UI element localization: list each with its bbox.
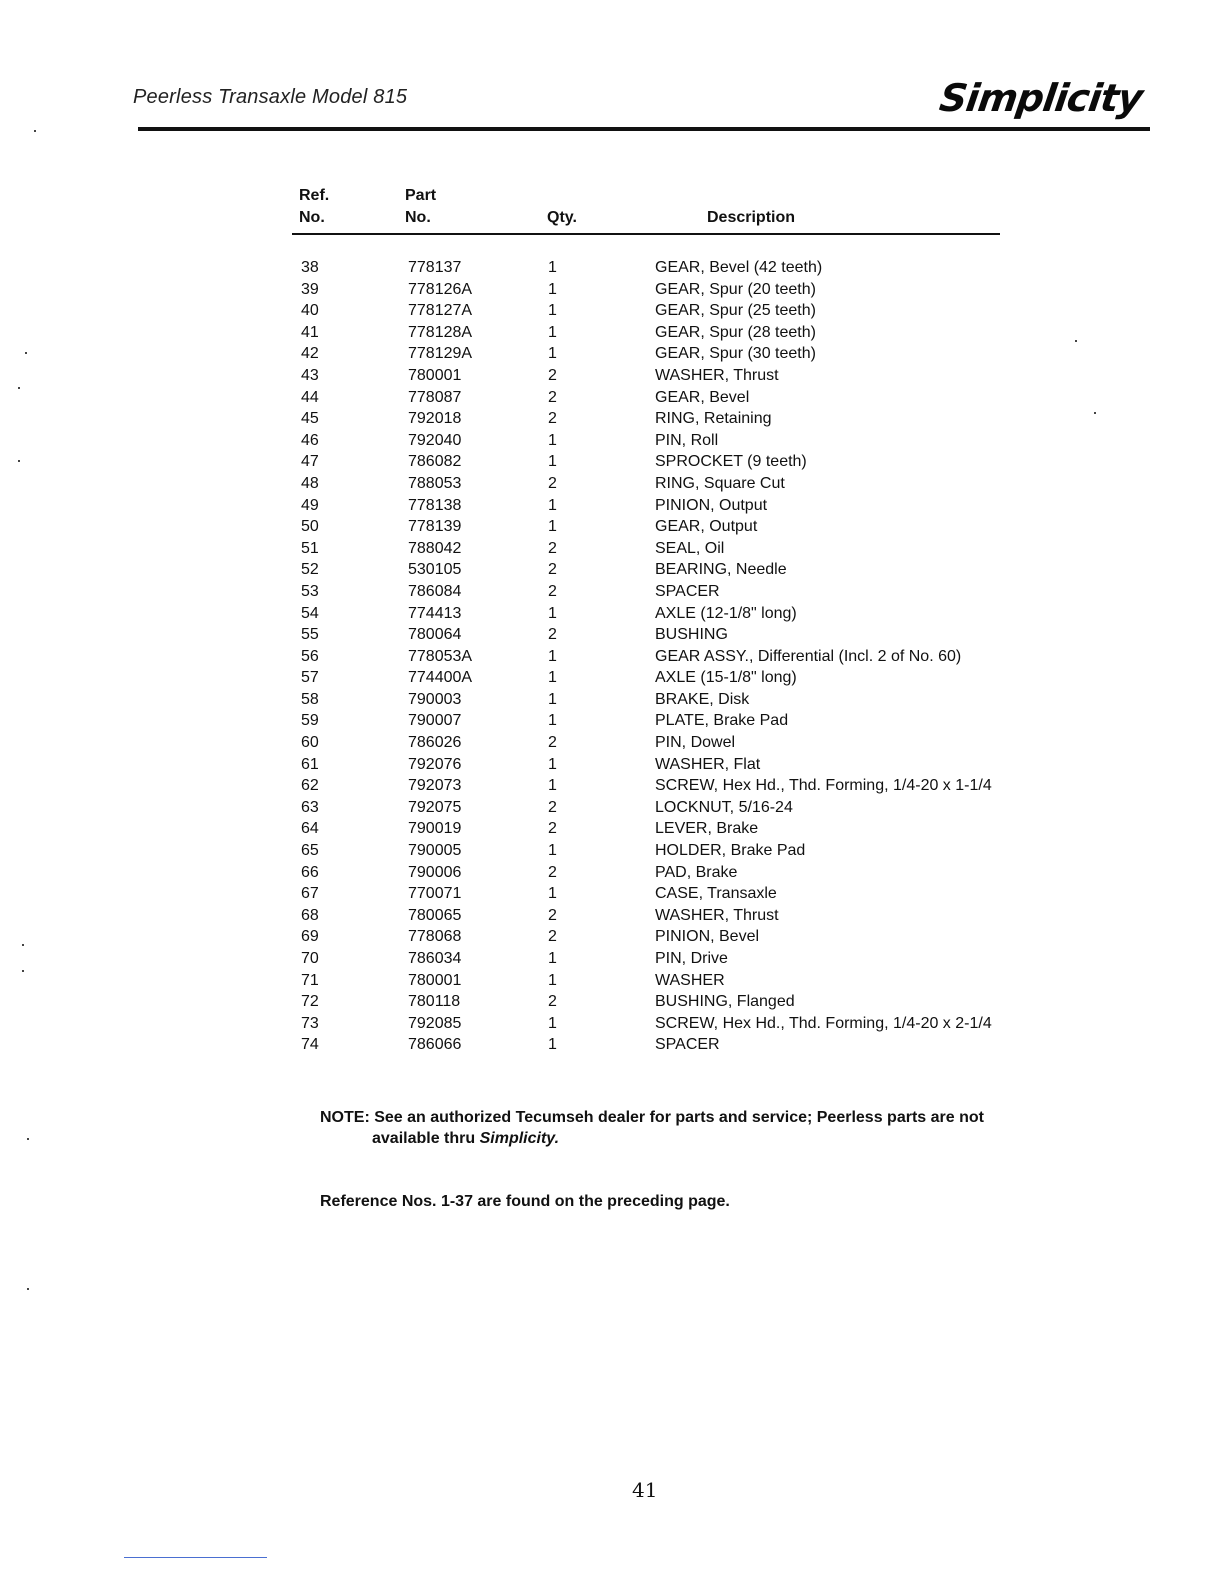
ref-number: 65 [301, 842, 319, 860]
description: BRAKE, Disk [655, 690, 750, 708]
note-text: See an authorized Tecumseh dealer for parts and service; Peerless parts are not [374, 1109, 984, 1126]
table-row [0, 473, 1224, 495]
description: WASHER [655, 971, 725, 989]
table-row [0, 408, 1224, 430]
description: GEAR ASSY., Differential (Incl. 2 of No. 60) [655, 647, 962, 665]
quantity: 2 [548, 993, 557, 1011]
table-row [0, 754, 1224, 776]
description: GEAR, Spur (28 teeth) [655, 323, 816, 341]
part-number: 790003 [408, 690, 462, 708]
description: SEAL, Oil [655, 539, 725, 557]
column-header-qty: Qty. [547, 209, 577, 226]
scan-speck [18, 387, 20, 389]
part-number: 790005 [408, 842, 462, 860]
column-header-ref-line2: No. [299, 209, 325, 226]
table-row [0, 365, 1224, 387]
table-row [0, 926, 1224, 948]
part-number: 786082 [408, 453, 462, 471]
quantity: 1 [548, 345, 557, 363]
table-row [0, 495, 1224, 517]
description: SCREW, Hex Hd., Thd. Forming, 1/4-20 x 1-1/4 [655, 777, 992, 795]
column-header-part-line1: Part [405, 187, 437, 204]
part-number: 792040 [408, 431, 462, 449]
part-number: 778087 [408, 388, 462, 406]
table-row [0, 257, 1224, 279]
part-number: 778126A [408, 280, 473, 298]
ref-number: 42 [301, 345, 319, 363]
description: GEAR, Bevel (42 teeth) [655, 259, 823, 276]
description: LEVER, Brake [655, 820, 759, 838]
scan-speck [1075, 340, 1077, 342]
description: PINION, Bevel [655, 928, 760, 946]
ref-number: 61 [301, 755, 319, 773]
description: PINION, Output [655, 496, 768, 514]
table-row [0, 430, 1224, 452]
table-row [0, 862, 1224, 884]
description: BUSHING, Flanged [655, 993, 795, 1011]
description: RING, Square Cut [655, 474, 785, 492]
ref-number: 51 [301, 539, 319, 557]
ref-number: 55 [301, 626, 319, 644]
quantity: 2 [548, 820, 557, 838]
description: PIN, Roll [655, 431, 719, 449]
ref-number: 48 [301, 474, 319, 492]
quantity: 1 [548, 690, 557, 708]
ref-number: 50 [301, 518, 319, 536]
part-number: 786026 [408, 734, 462, 752]
part-number: 778139 [408, 518, 462, 536]
table-row [0, 559, 1224, 581]
part-number: 778128A [408, 323, 473, 341]
quantity: 2 [548, 798, 557, 816]
part-number: 788042 [408, 539, 462, 557]
scan-speck [25, 352, 27, 354]
table-row [0, 322, 1224, 344]
part-number: 774413 [408, 604, 462, 622]
table-row [0, 387, 1224, 409]
part-number: 780001 [408, 971, 462, 989]
quantity: 1 [548, 842, 557, 860]
table-row [0, 905, 1224, 927]
description: SCREW, Hex Hd., Thd. Forming, 1/4-20 x 2-1/4 [655, 1014, 992, 1032]
ref-number: 63 [301, 798, 319, 816]
ref-number: 73 [301, 1014, 319, 1032]
part-number: 780064 [408, 626, 462, 644]
part-number: 786034 [408, 950, 462, 967]
description: WASHER, Thrust [655, 366, 779, 384]
ref-number: 64 [301, 820, 319, 838]
part-number: 778068 [408, 928, 462, 946]
ref-number: 49 [301, 496, 319, 514]
quantity: 2 [548, 388, 557, 406]
table-row [0, 775, 1224, 797]
quantity: 2 [548, 626, 557, 644]
ref-number: 58 [301, 690, 319, 708]
part-number: 792085 [408, 1014, 462, 1032]
quantity: 1 [548, 885, 557, 903]
table-header-divider [292, 233, 1000, 235]
ref-number: 69 [301, 928, 319, 946]
table-row [0, 516, 1224, 538]
scan-speck [18, 460, 20, 462]
ref-number: 53 [301, 582, 319, 600]
column-header-description: Description [707, 209, 796, 226]
parts-table [0, 257, 1224, 1056]
table-row [0, 710, 1224, 732]
ref-number: 46 [301, 431, 319, 449]
description: AXLE (12-1/8" long) [655, 604, 797, 622]
note-label: NOTE: [320, 1109, 370, 1126]
description: CASE, Transaxle [655, 885, 777, 903]
part-number: 792075 [408, 798, 462, 816]
description: PAD, Brake [655, 863, 738, 881]
table-row [0, 624, 1224, 646]
quantity: 2 [548, 539, 557, 557]
ref-number: 74 [301, 1036, 319, 1054]
part-number: 786084 [408, 582, 462, 600]
page-header-title: Peerless Transaxle Model 815 [133, 86, 408, 108]
ref-number: 54 [301, 604, 319, 622]
part-number: 790019 [408, 820, 462, 838]
scan-speck [27, 1138, 29, 1140]
quantity: 1 [548, 971, 557, 989]
scan-speck [1094, 412, 1096, 414]
table-row [0, 970, 1224, 992]
description: RING, Retaining [655, 410, 772, 428]
part-number: 792073 [408, 777, 462, 795]
ref-number: 60 [301, 734, 319, 752]
ref-number: 68 [301, 906, 319, 924]
part-number: 792018 [408, 410, 462, 428]
quantity: 1 [548, 647, 557, 665]
part-number: 770071 [408, 885, 462, 903]
table-row [0, 840, 1224, 862]
quantity: 1 [548, 1014, 557, 1032]
ref-number: 66 [301, 863, 319, 881]
ref-number: 44 [301, 388, 319, 406]
quantity: 2 [548, 928, 557, 946]
description: WASHER, Flat [655, 755, 761, 773]
quantity: 2 [548, 863, 557, 881]
column-header-part-line2: No. [405, 209, 431, 226]
table-row [0, 603, 1224, 625]
part-number: 778129A [408, 345, 473, 363]
part-number: 790007 [408, 712, 462, 730]
quantity: 1 [548, 1036, 557, 1054]
table-row [0, 991, 1224, 1013]
ref-number: 57 [301, 669, 319, 687]
ref-number: 62 [301, 777, 319, 795]
ref-number: 70 [301, 950, 319, 967]
scan-speck [27, 1288, 29, 1290]
description: PIN, Dowel [655, 734, 736, 752]
description: GEAR, Spur (25 teeth) [655, 302, 816, 320]
description: BEARING, Needle [655, 561, 787, 579]
quantity: 1 [548, 604, 557, 622]
ref-number: 45 [301, 410, 319, 428]
table-row [0, 883, 1224, 905]
quantity: 1 [548, 755, 557, 773]
ref-number: 38 [301, 259, 319, 276]
quantity: 2 [548, 410, 557, 428]
ref-number: 56 [301, 647, 319, 665]
quantity: 2 [548, 582, 557, 600]
quantity: 1 [548, 777, 557, 795]
scan-speck [22, 944, 24, 946]
quantity: 1 [548, 302, 557, 320]
brand-logo: Simplicity [936, 76, 1145, 120]
quantity: 1 [548, 518, 557, 536]
ref-number: 71 [301, 971, 319, 989]
ref-number: 67 [301, 885, 319, 903]
part-number: 780118 [408, 993, 461, 1011]
table-row [0, 538, 1224, 560]
description: GEAR, Spur (30 teeth) [655, 345, 816, 363]
part-number: 778137 [408, 259, 462, 276]
table-row [0, 1034, 1224, 1056]
scan-speck [22, 970, 24, 972]
ref-number: 72 [301, 993, 319, 1011]
part-number: 788053 [408, 474, 462, 492]
quantity: 1 [548, 669, 557, 687]
quantity: 1 [548, 496, 557, 514]
page-number: 41 [632, 1478, 658, 1502]
quantity: 2 [548, 366, 557, 384]
part-number: 780001 [408, 366, 462, 384]
part-number: 530105 [408, 561, 462, 579]
part-number: 792076 [408, 755, 462, 773]
description: SPROCKET (9 teeth) [655, 453, 807, 471]
description: SPACER [655, 582, 720, 600]
quantity: 1 [548, 259, 557, 276]
column-header-ref-line1: Ref. [299, 187, 330, 204]
ref-number: 47 [301, 453, 319, 471]
quantity: 1 [548, 712, 557, 730]
table-row [0, 797, 1224, 819]
table-row [0, 1013, 1224, 1035]
part-number: 774400A [408, 669, 473, 687]
description: GEAR, Output [655, 518, 758, 536]
table-row [0, 451, 1224, 473]
description: HOLDER, Brake Pad [655, 842, 806, 860]
quantity: 2 [548, 474, 557, 492]
scan-speck [34, 130, 36, 132]
ref-number: 40 [301, 302, 319, 320]
table-row [0, 300, 1224, 322]
table-row [0, 732, 1224, 754]
description: GEAR, Bevel [655, 388, 750, 406]
table-row [0, 581, 1224, 603]
quantity: 2 [548, 734, 557, 752]
note-brand: Simplicity. [479, 1130, 560, 1147]
description: WASHER, Thrust [655, 906, 779, 924]
quantity: 1 [548, 431, 557, 449]
quantity: 2 [548, 906, 557, 924]
quantity: 2 [548, 561, 557, 579]
ref-number: 52 [301, 561, 319, 579]
ref-number: 59 [301, 712, 319, 730]
part-number: 786066 [408, 1036, 462, 1054]
quantity: 1 [548, 323, 557, 341]
table-row [0, 818, 1224, 840]
bottom-divider [124, 1557, 267, 1558]
table-row [0, 689, 1224, 711]
description: SPACER [655, 1036, 720, 1054]
header-divider [138, 127, 1150, 131]
description: BUSHING [655, 626, 728, 644]
reference-note: Reference Nos. 1-37 are found on the preceding page. [320, 1193, 730, 1210]
quantity: 1 [548, 453, 557, 471]
table-row [0, 343, 1224, 365]
table-row [0, 948, 1224, 970]
note-text-line2: available thru [372, 1130, 476, 1147]
ref-number: 43 [301, 366, 319, 384]
column-header-ref [299, 185, 329, 229]
description: PLATE, Brake Pad [655, 712, 789, 730]
part-number: 778127A [408, 302, 473, 320]
dealer-note [320, 1107, 1060, 1149]
quantity: 1 [548, 950, 557, 967]
column-header-part [405, 185, 436, 229]
description: GEAR, Spur (20 teeth) [655, 280, 816, 298]
part-number: 778053A [408, 647, 473, 665]
table-row [0, 646, 1224, 668]
table-row [0, 667, 1224, 689]
description: AXLE (15-1/8" long) [655, 669, 797, 687]
description: LOCKNUT, 5/16-24 [655, 798, 793, 816]
ref-number: 41 [301, 323, 319, 341]
quantity: 1 [548, 280, 557, 298]
ref-number: 39 [301, 280, 319, 298]
part-number: 778138 [408, 496, 462, 514]
table-row [0, 279, 1224, 301]
description: PIN, Drive [655, 950, 728, 967]
part-number: 780065 [408, 906, 462, 924]
part-number: 790006 [408, 863, 462, 881]
